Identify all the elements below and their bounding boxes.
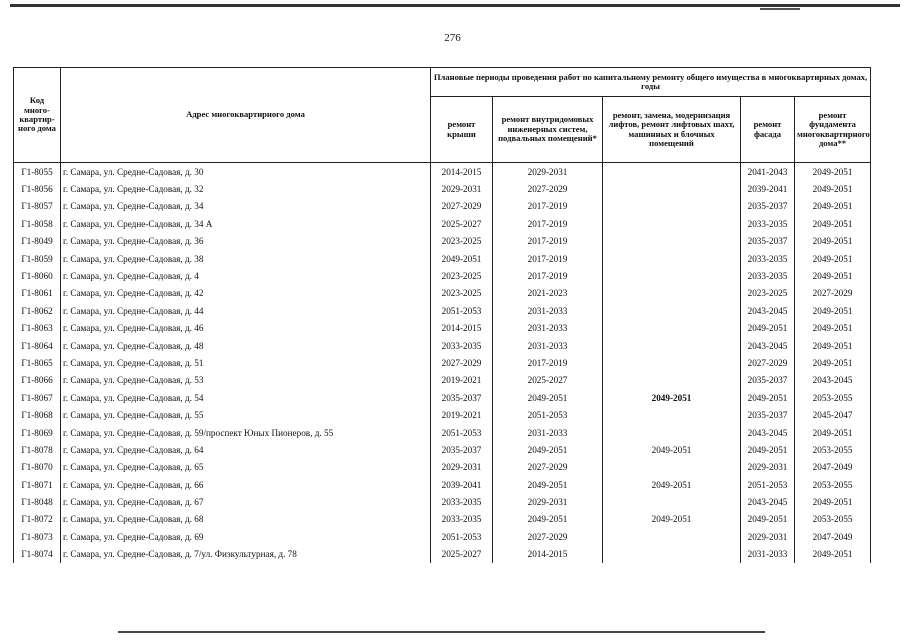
facade-cell: 2051-2053 [741, 476, 795, 493]
table-row [14, 267, 871, 284]
facade-cell: 2031-2033 [741, 546, 795, 563]
table-row [14, 285, 871, 302]
table-row [14, 320, 871, 337]
table-row [14, 372, 871, 389]
header-lifts: ремонт, замена, модернизация лифтов, ремонт лифтовых шахт, машинных и блочных помещений [603, 97, 741, 163]
lifts-cell [603, 180, 741, 197]
foundation-cell: 2049-2051 [795, 250, 871, 267]
foundation-cell: 2027-2029 [795, 285, 871, 302]
roof-cell: 2019-2021 [431, 372, 493, 389]
foundation-cell: 2049-2051 [795, 215, 871, 232]
code-cell: Г1-8064 [14, 337, 61, 354]
facade-cell: 2033-2035 [741, 250, 795, 267]
roof-cell: 2023-2025 [431, 233, 493, 250]
address-cell: г. Самара, ул. Средне-Садовая, д. 48 [61, 337, 431, 354]
address-cell: г. Самара, ул. Средне-Садовая, д. 67 [61, 493, 431, 510]
header-foundation: ремонт фундамента многоквартирного дома** [795, 97, 871, 163]
lifts-cell [603, 215, 741, 232]
address-cell: г. Самара, ул. Средне-Садовая, д. 51 [61, 354, 431, 371]
systems-cell: 2049-2051 [493, 389, 603, 406]
systems-cell: 2031-2033 [493, 337, 603, 354]
foundation-cell: 2047-2049 [795, 459, 871, 476]
table-row [14, 389, 871, 406]
code-cell: Г1-8066 [14, 372, 61, 389]
systems-cell: 2027-2029 [493, 459, 603, 476]
lifts-cell [603, 233, 741, 250]
systems-cell: 2029-2031 [493, 493, 603, 510]
facade-cell: 2043-2045 [741, 424, 795, 441]
table-row [14, 233, 871, 250]
header-facade: ремонт фасада [741, 97, 795, 163]
systems-cell: 2017-2019 [493, 215, 603, 232]
lifts-cell [603, 546, 741, 563]
code-cell: Г1-8049 [14, 233, 61, 250]
lifts-cell [603, 424, 741, 441]
address-cell: г. Самара, ул. Средне-Садовая, д. 32 [61, 180, 431, 197]
roof-cell: 2023-2025 [431, 285, 493, 302]
roof-cell: 2033-2035 [431, 337, 493, 354]
foundation-cell: 2049-2051 [795, 267, 871, 284]
code-cell: Г1-8073 [14, 528, 61, 545]
code-cell: Г1-8061 [14, 285, 61, 302]
foundation-cell: 2043-2045 [795, 372, 871, 389]
foundation-cell: 2049-2051 [795, 424, 871, 441]
address-cell: г. Самара, ул. Средне-Садовая, д. 30 [61, 163, 431, 181]
code-cell: Г1-8067 [14, 389, 61, 406]
code-cell: Г1-8065 [14, 354, 61, 371]
lifts-cell [603, 198, 741, 215]
lifts-cell: 2049-2051 [603, 389, 741, 406]
foundation-cell: 2049-2051 [795, 302, 871, 319]
foundation-cell: 2049-2051 [795, 163, 871, 181]
systems-cell: 2051-2053 [493, 406, 603, 423]
facade-cell: 2033-2035 [741, 215, 795, 232]
foundation-cell: 2053-2055 [795, 476, 871, 493]
facade-cell: 2035-2037 [741, 233, 795, 250]
address-cell: г. Самара, ул. Средне-Садовая, д. 69 [61, 528, 431, 545]
top-rule-mark [760, 8, 800, 10]
roof-cell: 2035-2037 [431, 441, 493, 458]
address-cell: г. Самара, ул. Средне-Садовая, д. 55 [61, 406, 431, 423]
systems-cell: 2017-2019 [493, 233, 603, 250]
systems-cell: 2017-2019 [493, 198, 603, 215]
header-code: Код много-квартир-ного дома [14, 68, 61, 163]
address-cell: г. Самара, ул. Средне-Садовая, д. 46 [61, 320, 431, 337]
facade-cell: 2029-2031 [741, 528, 795, 545]
roof-cell: 2039-2041 [431, 476, 493, 493]
roof-cell: 2014-2015 [431, 320, 493, 337]
facade-cell: 2035-2037 [741, 372, 795, 389]
roof-cell: 2029-2031 [431, 459, 493, 476]
systems-cell: 2017-2019 [493, 250, 603, 267]
address-cell: г. Самара, ул. Средне-Садовая, д. 4 [61, 267, 431, 284]
address-cell: г. Самара, ул. Средне-Садовая, д. 54 [61, 389, 431, 406]
roof-cell: 2019-2021 [431, 406, 493, 423]
foundation-cell: 2049-2051 [795, 546, 871, 563]
roof-cell: 2033-2035 [431, 493, 493, 510]
facade-cell: 2043-2045 [741, 337, 795, 354]
lifts-cell [603, 459, 741, 476]
table-row [14, 476, 871, 493]
table-row [14, 546, 871, 563]
facade-cell: 2049-2051 [741, 320, 795, 337]
lifts-cell [603, 406, 741, 423]
systems-cell: 2049-2051 [493, 511, 603, 528]
table-row [14, 302, 871, 319]
lifts-cell [603, 163, 741, 181]
table-row [14, 163, 871, 181]
address-cell: г. Самара, ул. Средне-Садовая, д. 38 [61, 250, 431, 267]
address-cell: г. Самара, ул. Средне-Садовая, д. 44 [61, 302, 431, 319]
table-body [14, 163, 871, 563]
roof-cell: 2027-2029 [431, 198, 493, 215]
address-cell: г. Самара, ул. Средне-Садовая, д. 59/проспект Юных Пионеров, д. 55 [61, 424, 431, 441]
address-cell: г. Самара, ул. Средне-Садовая, д. 34 А [61, 215, 431, 232]
lifts-cell [603, 285, 741, 302]
lifts-cell [603, 372, 741, 389]
systems-cell: 2049-2051 [493, 476, 603, 493]
header-address: Адрес многоквартирного дома [61, 68, 431, 163]
facade-cell: 2035-2037 [741, 406, 795, 423]
roof-cell: 2023-2025 [431, 267, 493, 284]
code-cell: Г1-8059 [14, 250, 61, 267]
facade-cell: 2049-2051 [741, 389, 795, 406]
code-cell: Г1-8062 [14, 302, 61, 319]
foundation-cell: 2049-2051 [795, 198, 871, 215]
lifts-cell [603, 250, 741, 267]
lifts-cell [603, 267, 741, 284]
facade-cell: 2049-2051 [741, 511, 795, 528]
code-cell: Г1-8048 [14, 493, 61, 510]
lifts-cell: 2049-2051 [603, 511, 741, 528]
address-cell: г. Самара, ул. Средне-Садовая, д. 36 [61, 233, 431, 250]
roof-cell: 2049-2051 [431, 250, 493, 267]
address-cell: г. Самара, ул. Средне-Садовая, д. 64 [61, 441, 431, 458]
roof-cell: 2035-2037 [431, 389, 493, 406]
systems-cell: 2017-2019 [493, 354, 603, 371]
systems-cell: 2027-2029 [493, 180, 603, 197]
facade-cell: 2043-2045 [741, 302, 795, 319]
address-cell: г. Самара, ул. Средне-Садовая, д. 68 [61, 511, 431, 528]
foundation-cell: 2053-2055 [795, 441, 871, 458]
systems-cell: 2014-2015 [493, 546, 603, 563]
lifts-cell: 2049-2051 [603, 441, 741, 458]
code-cell: Г1-8055 [14, 163, 61, 181]
foundation-cell: 2049-2051 [795, 493, 871, 510]
facade-cell: 2049-2051 [741, 441, 795, 458]
code-cell: Г1-8056 [14, 180, 61, 197]
foundation-cell: 2045-2047 [795, 406, 871, 423]
systems-cell: 2031-2033 [493, 424, 603, 441]
address-cell: г. Самара, ул. Средне-Садовая, д. 53 [61, 372, 431, 389]
systems-cell: 2031-2033 [493, 320, 603, 337]
page-number: 276 [444, 32, 461, 44]
systems-cell: 2025-2027 [493, 372, 603, 389]
facade-cell: 2035-2037 [741, 198, 795, 215]
roof-cell: 2025-2027 [431, 546, 493, 563]
roof-cell: 2014-2015 [431, 163, 493, 181]
code-cell: Г1-8057 [14, 198, 61, 215]
code-cell: Г1-8060 [14, 267, 61, 284]
roof-cell: 2025-2027 [431, 215, 493, 232]
address-cell: г. Самара, ул. Средне-Садовая, д. 34 [61, 198, 431, 215]
roof-cell: 2033-2035 [431, 511, 493, 528]
lifts-cell [603, 528, 741, 545]
code-cell: Г1-8069 [14, 424, 61, 441]
capital-repair-table [13, 67, 871, 563]
table-row [14, 250, 871, 267]
header-planned-periods: Плановые периоды проведения работ по капитальному ремонту общего имущества в многоквартирных домах, годы [431, 68, 871, 97]
address-cell: г. Самара, ул. Средне-Садовая, д. 7/ул. Физкультурная, д. 78 [61, 546, 431, 563]
lifts-cell [603, 320, 741, 337]
table-row [14, 424, 871, 441]
table-row [14, 528, 871, 545]
roof-cell: 2051-2053 [431, 302, 493, 319]
table-row [14, 511, 871, 528]
table-row [14, 180, 871, 197]
table-row [14, 215, 871, 232]
facade-cell: 2027-2029 [741, 354, 795, 371]
roof-cell: 2051-2053 [431, 424, 493, 441]
lifts-cell [603, 302, 741, 319]
foundation-cell: 2049-2051 [795, 354, 871, 371]
roof-cell: 2029-2031 [431, 180, 493, 197]
code-cell: Г1-8068 [14, 406, 61, 423]
code-cell: Г1-8072 [14, 511, 61, 528]
foundation-cell: 2049-2051 [795, 320, 871, 337]
foundation-cell: 2049-2051 [795, 233, 871, 250]
code-cell: Г1-8070 [14, 459, 61, 476]
bottom-rule [118, 631, 765, 633]
table-row [14, 337, 871, 354]
facade-cell: 2023-2025 [741, 285, 795, 302]
code-cell: Г1-8074 [14, 546, 61, 563]
foundation-cell: 2049-2051 [795, 337, 871, 354]
roof-cell: 2027-2029 [431, 354, 493, 371]
facade-cell: 2033-2035 [741, 267, 795, 284]
table-row [14, 459, 871, 476]
foundation-cell: 2053-2055 [795, 511, 871, 528]
lifts-cell [603, 493, 741, 510]
lifts-cell [603, 337, 741, 354]
lifts-cell [603, 354, 741, 371]
table-row [14, 354, 871, 371]
systems-cell: 2049-2051 [493, 441, 603, 458]
code-cell: Г1-8058 [14, 215, 61, 232]
foundation-cell: 2053-2055 [795, 389, 871, 406]
address-cell: г. Самара, ул. Средне-Садовая, д. 65 [61, 459, 431, 476]
facade-cell: 2029-2031 [741, 459, 795, 476]
code-cell: Г1-8071 [14, 476, 61, 493]
address-cell: г. Самара, ул. Средне-Садовая, д. 42 [61, 285, 431, 302]
facade-cell: 2039-2041 [741, 180, 795, 197]
roof-cell: 2051-2053 [431, 528, 493, 545]
systems-cell: 2021-2023 [493, 285, 603, 302]
foundation-cell: 2047-2049 [795, 528, 871, 545]
lifts-cell: 2049-2051 [603, 476, 741, 493]
header-roof: ремонт крыши [431, 97, 493, 163]
table-header [14, 68, 871, 163]
systems-cell: 2027-2029 [493, 528, 603, 545]
table-row [14, 493, 871, 510]
code-cell: Г1-8063 [14, 320, 61, 337]
address-cell: г. Самара, ул. Средне-Садовая, д. 66 [61, 476, 431, 493]
top-rule [10, 4, 900, 7]
systems-cell: 2031-2033 [493, 302, 603, 319]
foundation-cell: 2049-2051 [795, 180, 871, 197]
code-cell: Г1-8078 [14, 441, 61, 458]
header-systems: ремонт внутридомовых инженерных систем, подвальных помещений* [493, 97, 603, 163]
table-row [14, 198, 871, 215]
table-row [14, 441, 871, 458]
facade-cell: 2043-2045 [741, 493, 795, 510]
systems-cell: 2029-2031 [493, 163, 603, 181]
systems-cell: 2017-2019 [493, 267, 603, 284]
facade-cell: 2041-2043 [741, 163, 795, 181]
table-row [14, 406, 871, 423]
